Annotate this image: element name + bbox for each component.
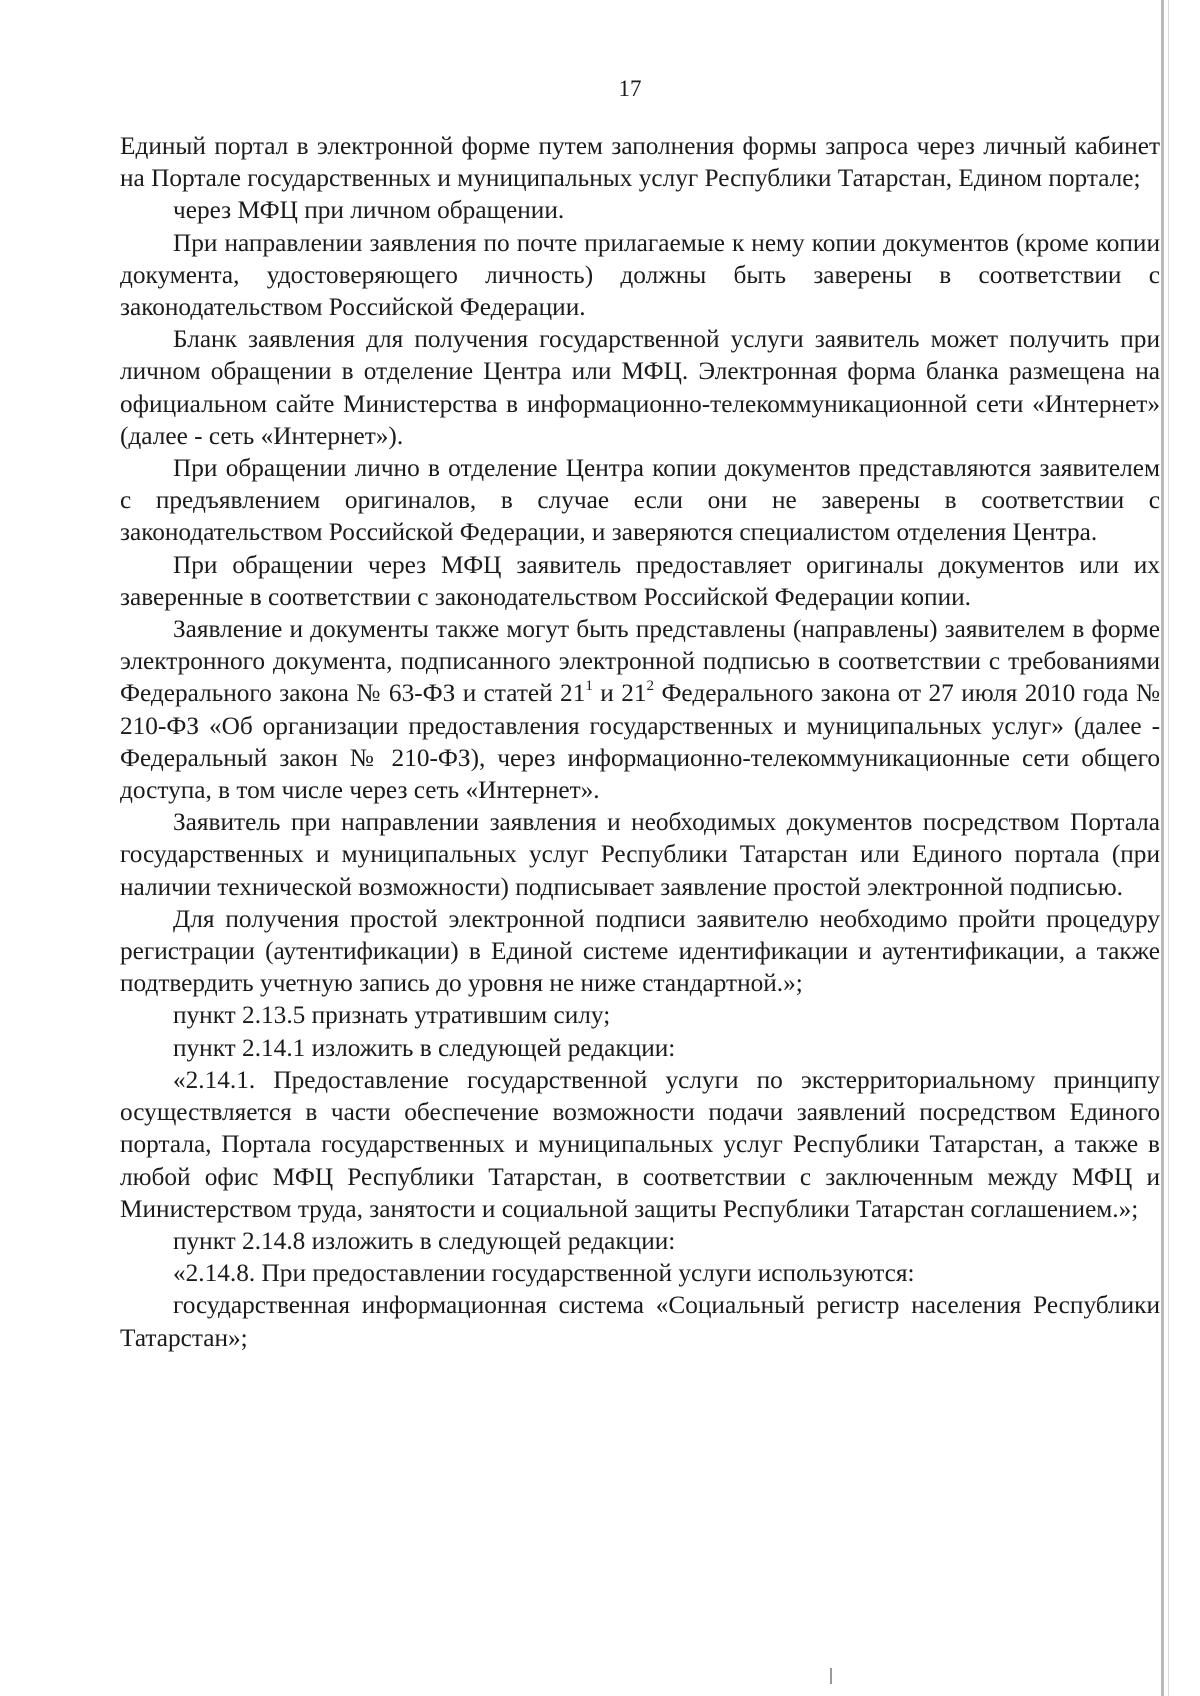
paragraph-social-register: государственная информационная система «Социальный регистр населения Республики Татарстан»;: [120, 1291, 1160, 1352]
paragraph-clause-2-13-5: пункт 2.13.5 признать утратившим силу;: [173, 1001, 611, 1030]
paragraph-center-visit: При обращении лично в отделение Центра копии документов представляются заявителем с предъявлением оригиналов, в случае если они не заверены в соответствии с законодательством Российской Федерации, и заверяются специалистом отделения Центра.: [120, 454, 1160, 547]
paragraph-mail-copies: При направлении заявления по почте прилагаемые к нему копии документов (кроме копии документа, удостоверяющего личность) должны быть заверены в соответствии с законодательством Российской Федерации.: [120, 228, 1160, 322]
paragraph-clause-2-14-1: «2.14.1. Предоставление государственной услуги по экстерриториальному принципу осуществляется в части обеспечение возможности подачи заявлений посредством Единого портала, Портала государственных и муниципальных услуг Республики Татарстан, а также в любой офис МФЦ Республики Татарстан, в соответствии с заключенным между МФЦ и Министерством труда, занятости и социальной защиты Республики Татарстан соглашением.»;: [120, 1065, 1160, 1223]
paragraph-electronic-document-part3: Федерального закона от 27 июля 2010 года № 210-ФЗ «Об организации предоставления государственных и муниципальных услуг» (далее - Федеральный закон № 210-ФЗ), через информационно-телекоммуникационные сети общего доступа, в том числе через сеть «Интернет».: [120, 679, 1161, 805]
superscript-1: 1: [585, 678, 593, 695]
document-body: [120, 130, 1160, 1354]
paragraph-electronic-document-part1: Заявление и документы также могут быть представлены (направлены) заявителем в форме электронного документа, подписанного электронной подписью в соответствии с требованиями Федерального закона № 63-ФЗ и статей 21: [120, 615, 1160, 708]
paragraph-application-form: Бланк заявления для получения государственной услуги заявитель может получить при личном обращении в отделение Центра или МФЦ. Электронная форма бланка размещена на официальном сайте Министерства в информационно-телекоммуникационной сети «Интернет» (далее - сеть «Интернет»).: [120, 325, 1160, 450]
paragraph-signature-registration: Для получения простой электронной подписи заявителю необходимо пройти процедуру регистрации (аутентификации) в Единой системе идентификации и аутентификации, а также подтвердить учетную запись до уровня не ниже стандартной.»;: [120, 904, 1160, 998]
scan-edge-line: [1161, 0, 1164, 1696]
paragraph-portal-submission: Единый портал в электронной форме путем заполнения формы запроса через личный кабинет на Портале государственных и муниципальных услуг Республики Татарстан, Едином портале;: [120, 132, 1160, 193]
paragraph-electronic-document: [120, 613, 1160, 806]
paragraph-clause-2-14-1-intro: пункт 2.14.1 изложить в следующей редакции:: [173, 1033, 676, 1062]
paragraph-simple-signature: Заявитель при направлении заявления и необходимых документов посредством Портала государственных и муниципальных услуг Республики Татарстан или Единого портала (при наличии технической возможности) подписывает заявление простой электронной подписью.: [120, 808, 1160, 901]
paragraph-clause-2-14-8: «2.14.8. При предоставлении государственной услуги используются:: [173, 1259, 915, 1288]
paragraph-mfc-originals: При обращении через МФЦ заявитель предоставляет оригиналы документов или их заверенные в соответствии с законодательством Российской Федерации копии.: [120, 550, 1160, 611]
superscript-2: 2: [646, 678, 655, 695]
scan-edge-shadow: [1168, 0, 1169, 1696]
paragraph-clause-2-14-8-intro: пункт 2.14.8 изложить в следующей редакции:: [173, 1226, 676, 1255]
paragraph-electronic-document-part2: и 21: [592, 679, 647, 708]
paragraph-mfc-personal: через МФЦ при личном обращении.: [173, 196, 565, 225]
page-number: 17: [618, 76, 642, 101]
scan-mark: [830, 1668, 832, 1684]
